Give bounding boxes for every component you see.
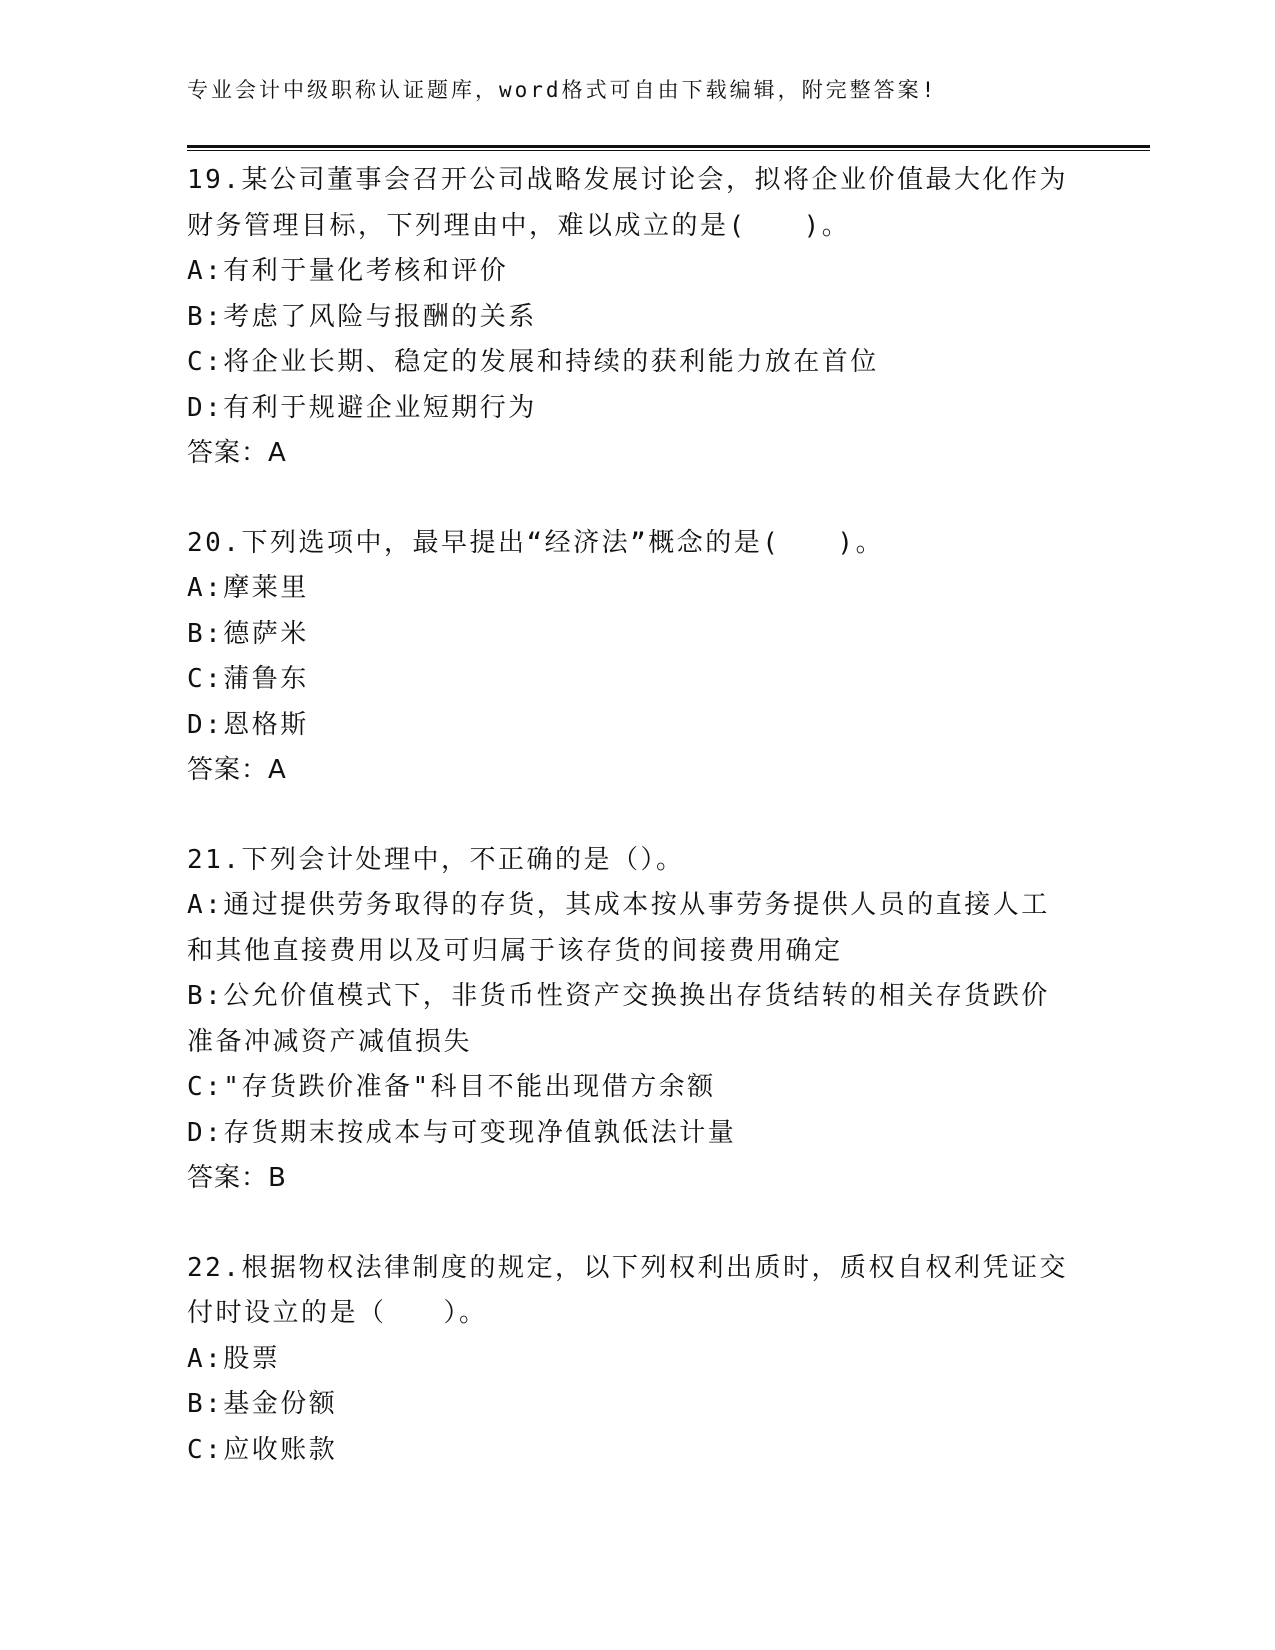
option-c: C:应收账款 [187,1434,338,1465]
option-a: A:有利于量化考核和评价 [187,256,509,286]
option-b: B:公允价值模式下，非货币性资产交换换出存货结转的相关存货跌价 [187,981,1050,1011]
answer-line: 答案：B [187,1163,287,1193]
question-20 [187,521,1087,794]
header-rule-thin [187,150,1150,151]
option-b-continued: 准备冲减资产减值损失 [187,1026,473,1057]
question-stem-line: 财务管理目标，下列理由中，难以成立的是( )。 [187,210,851,241]
question-stem-line: 20.下列选项中，最早提出“经济法”概念的是( )。 [187,527,885,558]
question-stem-line: 19.某公司董事会召开公司战略发展讨论会，拟将企业价值最大化作为 [187,165,1068,195]
option-d: D:恩格斯 [187,709,309,740]
option-d: D:有利于规避企业短期行为 [187,392,537,423]
option-c: C:"存货跌价准备"科目不能出现借方余额 [187,1072,716,1102]
page-header: 专业会计中级职称认证题库，word格式可自由下载编辑，附完整答案! [187,78,938,102]
option-a-continued: 和其他直接费用以及可归属于该存货的间接费用确定 [187,935,843,966]
option-b: B:考虑了风险与报酬的关系 [187,301,537,332]
answer-line: 答案：A [187,755,287,785]
option-b: B:基金份额 [187,1389,338,1419]
question-stem-line: 21.下列会计处理中，不正确的是（）。 [187,844,685,875]
question-21 [187,838,1087,1202]
question-list [187,158,1087,1517]
option-b: B:德萨米 [187,618,309,649]
header-rule-thick [187,145,1150,148]
option-c: C:将企业长期、稳定的发展和持续的获利能力放在首位 [187,347,879,377]
option-a: A:通过提供劳务取得的存货，其成本按从事劳务提供人员的直接人工 [187,890,1050,920]
option-c: C:蒲鲁东 [187,664,309,694]
question-stem-line: 22.根据物权法律制度的规定，以下列权利出质时，质权自权利凭证交 [187,1252,1068,1283]
option-a: A:股票 [187,1343,281,1374]
question-19 [187,158,1087,477]
option-a: A:摩莱里 [187,573,309,603]
answer-line: 答案：A [187,438,287,468]
question-stem-line: 付时设立的是（ ）。 [187,1298,488,1328]
question-22 [187,1246,1087,1474]
option-d: D:存货期末按成本与可变现净值孰低法计量 [187,1117,737,1148]
